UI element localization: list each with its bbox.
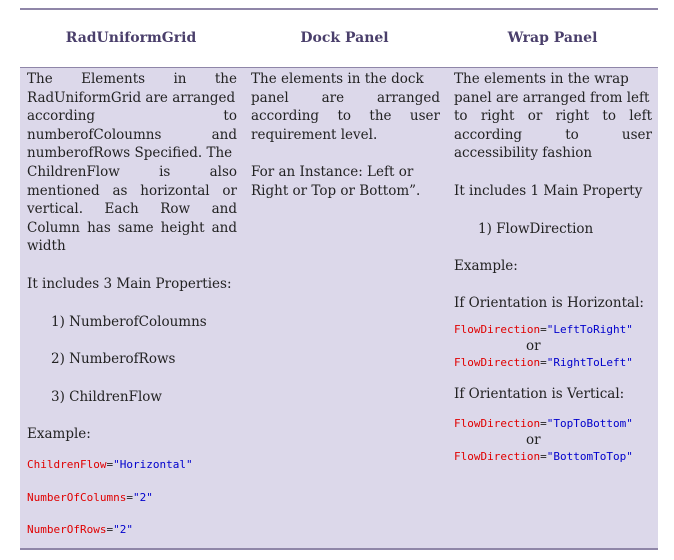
description-line: RadUniformGrid are arranged <box>27 89 236 106</box>
code-value: "2" <box>113 523 133 537</box>
description-line: mentioned as horizontal or <box>27 182 237 199</box>
description-line: The elements in the dock <box>251 71 424 87</box>
description-line: width <box>27 238 66 255</box>
table-bottom-rule <box>20 548 658 550</box>
code-value: "TopToBottom" <box>546 416 633 430</box>
code-key: NumberOfColumns <box>27 490 127 504</box>
code-line: NumberOfColumns="2" <box>27 490 153 504</box>
or-text: or <box>526 338 541 355</box>
code-line: FlowDirection="TopToBottom" <box>454 416 633 430</box>
or-text: or <box>526 431 541 448</box>
instance-line: Right or Top or Bottom”. <box>251 182 421 199</box>
description-line: The elements in the wrap <box>454 71 629 87</box>
description-line: requirement level. <box>251 126 378 143</box>
description-line: panel are arranged from left <box>454 89 650 106</box>
description-line: vertical. Each Row and <box>27 201 237 218</box>
code-value: "2" <box>132 490 153 504</box>
includes-text: It includes 1 Main Property <box>454 182 643 199</box>
instance-line: For an Instance: Left or <box>251 164 414 181</box>
description-line: ChildrenFlow is also <box>27 163 237 180</box>
vertical-label: If Orientation is Vertical: <box>454 386 625 403</box>
table-body-row <box>20 68 658 548</box>
table-header-row <box>20 10 658 67</box>
description-line: according to <box>27 108 237 125</box>
code-line: FlowDirection="LeftToRight" <box>454 323 633 337</box>
wrap-panel-cell <box>454 70 652 465</box>
header-dock-panel: Dock Panel <box>300 30 389 46</box>
property-item: 3) ChildrenFlow <box>51 388 162 405</box>
description-line: panel are arranged <box>251 89 440 106</box>
property-item: 2) NumberofRows <box>51 351 176 368</box>
horizontal-label: If Orientation is Horizontal: <box>454 294 644 311</box>
code-key: ChildrenFlow <box>27 457 107 471</box>
description-line: numberofColoumns and <box>27 126 237 143</box>
code-value: "LeftToRight" <box>546 323 633 337</box>
includes-text: It includes 3 Main Properties: <box>27 275 232 292</box>
description-line: Column has same height and <box>27 219 237 236</box>
code-key: FlowDirection <box>454 356 541 370</box>
code-line: FlowDirection="BottomToTop" <box>454 449 633 463</box>
raduniformgrid-cell <box>27 70 237 540</box>
dock-panel-cell <box>251 70 440 201</box>
code-key: FlowDirection <box>454 449 541 463</box>
code-key: FlowDirection <box>454 323 541 337</box>
description-line: numberofRows Specified. The <box>27 145 233 162</box>
description-line: The Elements in the <box>27 71 237 87</box>
code-value: "Horizontal" <box>113 457 193 471</box>
header-raduniformgrid: RadUniformGrid <box>65 30 197 46</box>
description-line: according to the user <box>251 108 440 125</box>
description-line: to right or right to left <box>454 108 652 125</box>
comparison-table <box>20 8 658 550</box>
property-item: 1) FlowDirection <box>478 220 594 237</box>
description-line: accessibility fashion <box>454 145 593 162</box>
code-value: "RightToLeft" <box>546 356 633 370</box>
header-wrap-panel: Wrap Panel <box>507 30 598 46</box>
code-line: FlowDirection="RightToLeft" <box>454 356 633 370</box>
property-item: 1) NumberofColoumns <box>51 313 207 330</box>
description-line: according to user <box>454 126 652 143</box>
example-label: Example: <box>27 426 91 443</box>
example-label: Example: <box>454 258 518 275</box>
code-key: FlowDirection <box>454 416 541 430</box>
code-key: NumberOfRows <box>27 523 107 537</box>
code-line: ChildrenFlow="Horizontal" <box>27 457 193 471</box>
code-value: "BottomToTop" <box>546 449 633 463</box>
code-line: NumberOfRows="2" <box>27 523 133 537</box>
